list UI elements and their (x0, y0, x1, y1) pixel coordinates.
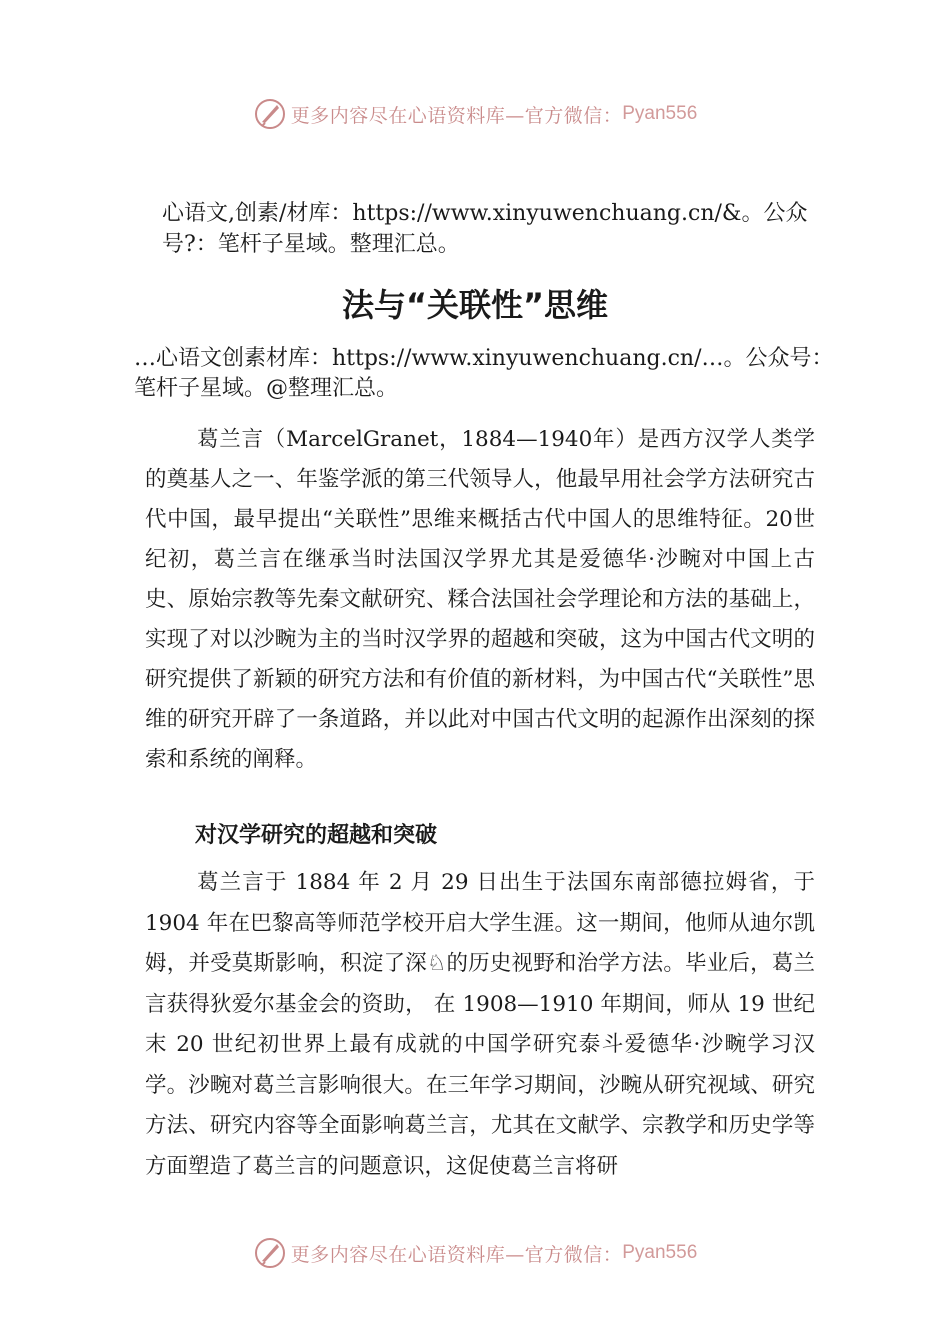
page-title: 法与“关联性”思维 (341, 286, 609, 324)
paragraph-biography: 葛兰言于 1884 年 2 月 29 日出生于法国东南部德拉姆省，于 1904 年在巴黎高等师范学校开启大学生涯。这一期间，他师从迪尔凯姆，并受莫斯影响，积淀了深♘的历史视野和治学方法。毕业后，葛兰言获得狄爱尔基金会的资助， 在 1908—1910 年期间，师从 19 世纪末 20 世纪初世界上最有成就的中国学研究泰斗爱德华·沙畹学习汉学。沙畹对葛兰言影响很大。在三年学习期间，沙畹从研究视域、研究方法、研究内容等全面影响葛兰言，尤其在文献学、宗教学和历史学等方面塑造了葛兰言的问题意识，这促使葛兰言将研 (145, 870, 815, 1179)
header-source-line: 心语文,创素/材库：https://www.xinyuwenchuang.cn/&。公众号?：笔杆子星域。整理汇总。 (162, 201, 808, 257)
source-sub-line: …心语文创素材库：https://www.xinyuwenchuang.cn/…。公众号：笔杆子星域。@整理汇总。 (134, 346, 834, 401)
bottom-banner (0, 1233, 950, 1273)
banner-wechat-id: Pyan556 (622, 1242, 698, 1263)
banner-text: 更多内容尽在心语资料库—官方微信： (290, 104, 623, 127)
paragraph-intro: 葛兰言（MarcelGranet，1884—1940年）是西方汉学人类学的奠基人之一、年鉴学派的第三代领导人，他最早用社会学方法研究古代中国，最早提出“关联性”思维来概括古代中国人的思维特征。20世纪初，葛兰言在继承当时法国汉学界尤其是爱德华·沙畹对中国上古史、原始宗教等先秦文献研究、糅合法国社会学理论和方法的基础上，实现了对以沙畹为主的当时汉学界的超越和突破，这为中国古代文明的研究提供了新颖的研究方法和有价值的新材料，为中国古代“关联性”思维的研究开辟了一条道路，并以此对中国古代文明的起源作出深刻的探索和系统的阐释。 (145, 427, 815, 772)
section-heading: 对汉学研究的超越和突破 (195, 823, 438, 848)
quill-pen-icon (253, 97, 287, 131)
banner-wechat-id: Pyan556 (622, 103, 698, 124)
quill-pen-icon (253, 1236, 287, 1270)
banner-text: 更多内容尽在心语资料库—官方微信： (290, 1243, 623, 1266)
top-banner (0, 94, 950, 134)
